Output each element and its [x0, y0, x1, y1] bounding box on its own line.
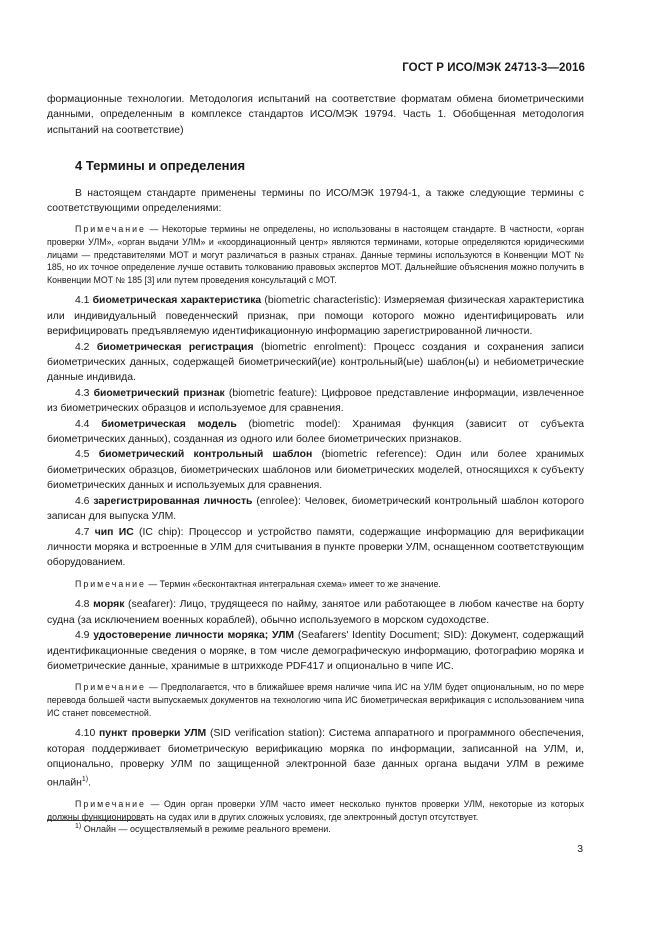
term-entry — [47, 447, 584, 493]
term-name: пункт проверки УЛМ — [99, 728, 207, 740]
term-number: 4.5 — [75, 449, 99, 461]
term-entry — [47, 417, 584, 448]
document-body — [47, 92, 584, 823]
term-definition: (biometric model): Хранимая функция (зависит от субъекта биометрических данных), созданная из одного или более биометрических признаков. — [47, 418, 584, 446]
term-definition: (biometric enrolment): Процесс создания и сохранения записи биометрических данных, содержащей биометрический(ие) контрольный(ые) шаблон(ы) и небиометрические данные индивида. — [47, 341, 584, 384]
term-definition: (Seafarers' Identity Document; SID): Документ, содержащий идентификационные сведения о моряке, в том числе демографическую информацию, фотографию моряка и биометрические данные, хранимые в штрихкоде PDF417 и опционально в чипе ИС. — [47, 630, 584, 672]
footnote — [47, 820, 584, 834]
term-number: 4.10 — [75, 728, 100, 740]
term-definition: (seafarer): Лицо, трудящееся по найму, занятое или работающее в любом качестве на борту судна (за исключением военных кораблей), обычно используемого в морском судоходстве. — [47, 599, 584, 626]
note-text: — Некоторые термины не определены, но использованы в настоящем стандарте. В частности, «орган проверки УЛМ», «орган выдачи УЛМ» и «координационный центр» являются терминами, которые определяются юридическими лицами — представителями МОТ и могут различаться в разных странах. Данные термины используются в Конвенции МОТ № 185, но их точное определение лучше оставить толкованию правовых экспертов МОТ. Дальнейшие объяснения можно получить в Конвенции МОТ № 185 [3] или путем проведения консультаций с МОТ. — [47, 224, 584, 285]
term-number: 4.4 — [75, 418, 102, 430]
term-name: зарегистрированная личность — [93, 495, 253, 507]
term-end: . — [88, 777, 92, 789]
section-intro: В настоящем стандарте применены термины по ИСО/МЭК 19794-1, а также следующие термины с соответствующими определениями: — [47, 187, 584, 215]
term-name: удостоверение личности моряка; УЛМ — [93, 630, 295, 642]
note-label: Примечание — [75, 799, 146, 810]
term-name: биометрический контрольный шаблон — [98, 449, 313, 461]
term-entry — [47, 628, 584, 674]
note-text: — Термин «бесконтактная интегральная схема» имеет то же значение. — [145, 578, 441, 589]
term-number: 4.2 — [75, 341, 97, 353]
term-name: моряк — [93, 599, 125, 611]
term-entry — [47, 386, 584, 417]
term-entry — [47, 525, 584, 571]
note-3 — [47, 681, 584, 719]
terms-list-1 — [47, 293, 584, 570]
footnote-divider — [47, 820, 142, 821]
term-definition: (biometric characteristic): Измеряемая физическая характеристика или индивидуальный поведенческий признак, при помощи которого можно идентифицировать или верифицировать предъявляемую идентификационную информацию зарегистрированной личности. — [47, 295, 584, 338]
term-name: чип ИС — [94, 526, 134, 538]
term-number: 4.3 — [75, 387, 94, 399]
footnote-text — [75, 823, 584, 834]
note-label: Примечание — [75, 682, 146, 693]
term-number: 4.6 — [75, 495, 94, 507]
terms-list-2 — [47, 597, 584, 674]
term-definition: (biometric feature): Цифровое представление информации, извлеченное из биометрических образцов и используемое для сравнения. — [47, 387, 584, 415]
intro-paragraph: формационные технологии. Методология испытаний на соответствие форматам обмена биометрическими данными, определенным в комплексе стандартов ИСО/МЭК 19794. Часть 1. Обобщенная методология испытаний на соответствие) — [47, 94, 584, 136]
section-title: 4 Термины и определения — [75, 158, 246, 174]
note-2 — [47, 578, 584, 591]
term-number: 4.7 — [75, 526, 95, 538]
document-header: ГОСТ Р ИСО/МЭК 24713-3—2016 — [402, 62, 585, 74]
term-number: 4.8 — [75, 599, 94, 611]
footnote-ref: 1) — [81, 776, 89, 784]
term-definition: (biometric reference): Один или более хранимых биометрических образцов, биометрических шаблонов или биометрических моделей, относящихся к субъекту биометрических данных и используемых для сравнения. — [47, 449, 584, 492]
note-text: — Один орган проверки УЛМ часто имеет несколько пунктов проверки УЛМ, некоторые из которых должны функционировать на судах или в других сложных условиях, где электронный доступ отсутствует. — [47, 799, 584, 822]
term-entry — [47, 293, 584, 339]
note-1 — [47, 223, 584, 286]
term-number: 4.9 — [75, 630, 94, 642]
note-label: Примечание — [75, 224, 146, 235]
footnote-body: Онлайн — осуществляемый в режиме реального времени. — [81, 824, 331, 834]
term-entry — [47, 340, 584, 386]
footnote-mark: 1) — [75, 823, 82, 830]
note-text: — Предполагается, что в ближайшее время наличие чипа ИС на УЛМ будет опциональным, но по мере перевода большей части выпускаемых документов на технологию чипа ИС биометрическая верификация с использованием чипа ИС станет повсеместной. — [47, 682, 584, 718]
term-definition: (SID verification station): Система аппаратного и программного обеспечения, которая поддерживает биометрическую верификацию моряка по информации, записанной на УЛМ, и, опционально, проверку УЛМ по защищенной электронной базе данных органа выдачи УЛМ в режиме онлайн — [47, 728, 584, 789]
term-name: биометрический признак — [93, 387, 225, 399]
term-definition: (IC chip): Процессор и устройство памяти, содержащие информацию для верификации личности моряка и встроенные в УЛМ для считывания в пункте проверки УЛМ, оснащенном соответствующим оборудованием. — [47, 526, 584, 569]
term-name: биометрическая характеристика — [92, 295, 262, 307]
term-name: биометрическая регистрация — [96, 341, 254, 353]
page-number: 3 — [577, 844, 583, 855]
term-name: биометрическая модель — [101, 418, 237, 430]
note-label: Примечание — [75, 578, 146, 589]
term-4-10 — [47, 726, 584, 791]
term-definition: (enrolee): Человек, биометрический контрольный шаблон которого записан для выпуска УЛМ. — [47, 495, 584, 523]
term-entry — [47, 597, 584, 628]
term-entry — [47, 494, 584, 525]
term-number: 4.1 — [75, 295, 93, 307]
